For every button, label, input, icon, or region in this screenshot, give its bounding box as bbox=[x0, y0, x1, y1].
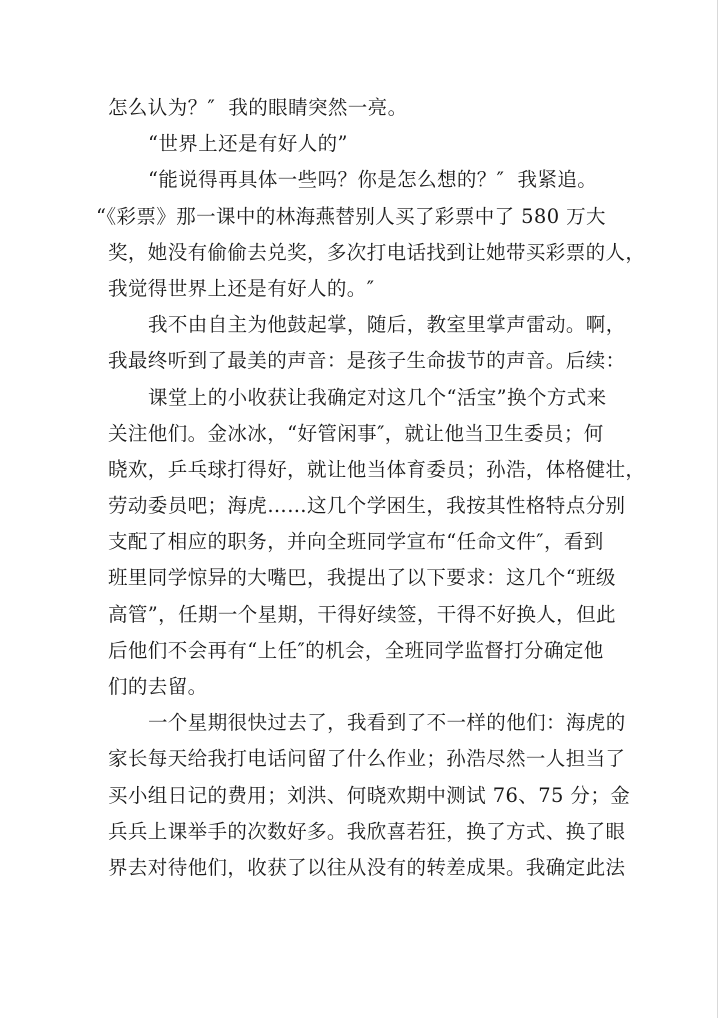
text-line: 班里同学惊异的大嘴巴，我提出了以下要求：这几个“班级 bbox=[108, 566, 616, 590]
text-line: 兵兵上课举手的次数好多。我欣喜若狂，换了方式、换了眼 bbox=[108, 819, 626, 843]
text-line: 们的去留。 bbox=[108, 675, 208, 698]
text-line: 家长每天给我打电话问留了什么作业；孙浩尽然一人担当了 bbox=[108, 747, 626, 771]
text-line: “世界上还是有好人的” bbox=[148, 132, 348, 156]
text-line: 怎么认为？″ 我的眼睛突然一亮。 bbox=[108, 96, 408, 119]
text-line: 奖，她没有偷偷去兑奖，多次打电话找到让她带买彩票的人， bbox=[108, 240, 646, 264]
text-line: 一个星期很快过去了，我看到了不一样的他们：海虎的 bbox=[148, 711, 626, 735]
text-line: 我觉得世界上还是有好人的。″ bbox=[108, 276, 375, 300]
text-line: 晓欢，乒乓球打得好，就让他当体育委员；孙浩，体格健壮， bbox=[108, 457, 646, 481]
body-text bbox=[96, 90, 646, 886]
text-line: 关注他们。金冰冰，“好管闲事″，就让他当卫生委员；何 bbox=[108, 421, 604, 445]
text-line: 劳动委员吧；海虎……这几个学困生，我按其性格特点分别 bbox=[108, 494, 626, 518]
text-line: 我最终听到了最美的声音：是孩子生命拔节的声音。后续： bbox=[108, 349, 626, 373]
text-line: 课堂上的小收获让我确定对这几个“活宝”换个方式来 bbox=[148, 385, 607, 409]
text-line: 界去对待他们，收获了以往从没有的转差成果。我确定此法 bbox=[108, 855, 626, 879]
page-edge-divider bbox=[717, 0, 718, 1018]
text-line: 后他们不会再有“上任″的机会，全班同学监督打分确定他 bbox=[108, 638, 604, 662]
text-line: 买小组日记的费用；刘洪、何晓欢期中测试 76、75 分；金 bbox=[108, 783, 631, 807]
text-line: “能说得再具体一些吗？你是怎么想的？″ 我紧追。 bbox=[148, 168, 598, 192]
text-line: 支配了相应的职务，并向全班同学宣布“任命文件″，看到 bbox=[108, 530, 604, 554]
text-line: 我不由自主为他鼓起掌，随后，教室里掌声雷动。啊， bbox=[148, 313, 626, 337]
text-line: “《彩票》那一课中的林海燕替别人买了彩票中了 580 万大 bbox=[96, 204, 606, 228]
text-line: 高管”，任期一个星期，干得好续签，干得不好换人，但此 bbox=[108, 602, 616, 626]
